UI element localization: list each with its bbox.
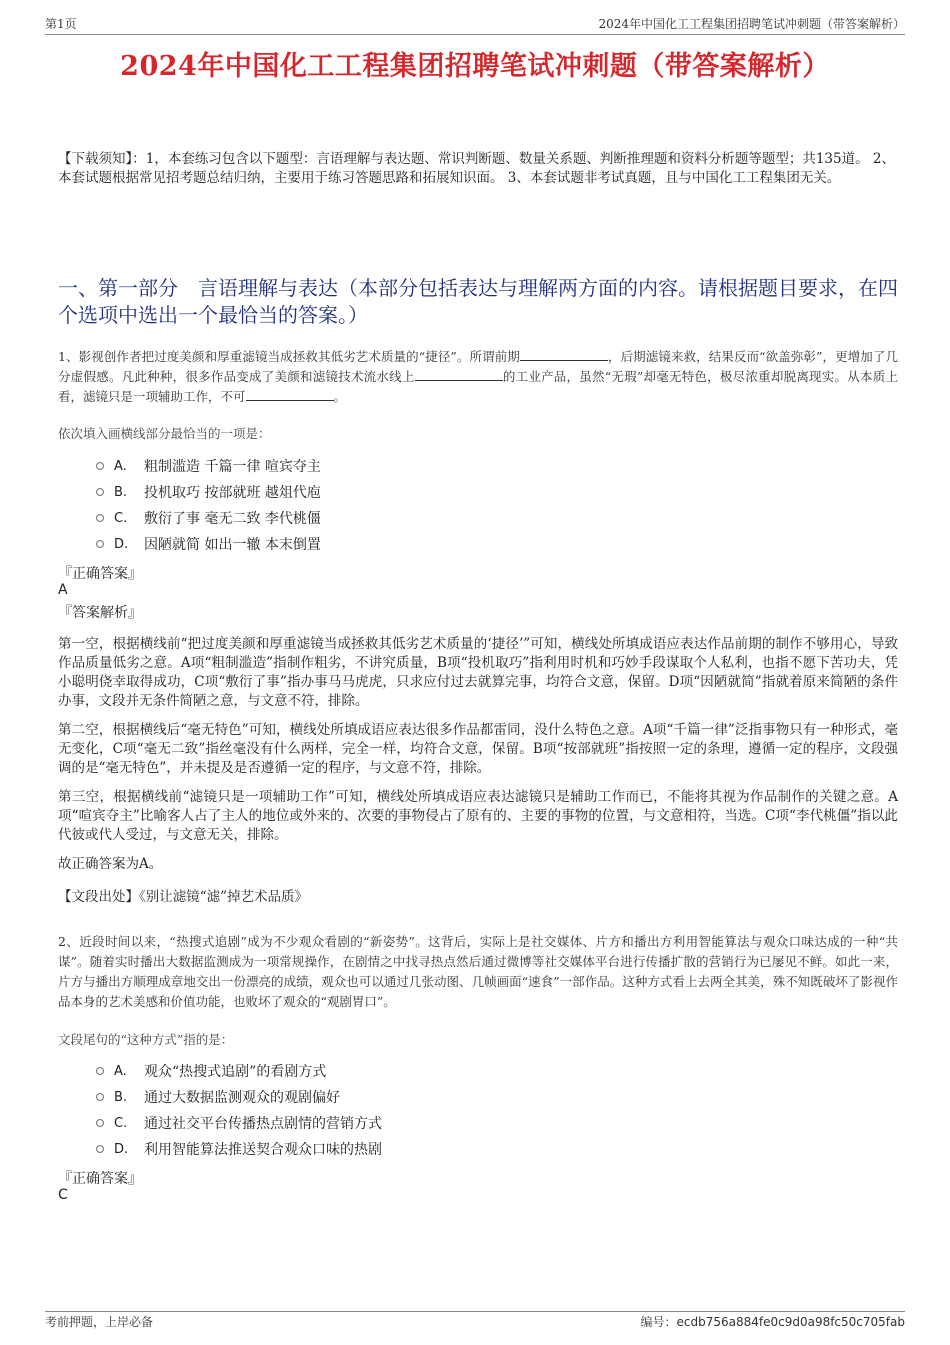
radio-icon[interactable] (96, 488, 104, 496)
q1-option-a[interactable]: A. 粗制滥造 千篇一律 喧宾夺主 (96, 453, 321, 479)
q1-text-part-c: 的工业产品，虽然“无瑕”却毫无特色，极尽浓重却脱离现实。从本质上看，滤镜只是一项辅助工作，不可 (58, 369, 898, 404)
q2-option-d[interactable]: D. 利用智能算法推送契合观众口味的热剧 (96, 1136, 382, 1162)
q1-answer: A (58, 582, 68, 598)
q1-blank-3 (246, 388, 334, 401)
analysis-paragraph: 第一空，根据横线前“把过度美颜和厚重滤镜当成拯救其低劣艺术质量的‘捷径’”可知，横线处所填成语应表达作品前期的制作不够用心，导致作品质量低劣之意。A项“粗制滥造”指制作粗劣，不讲究质量，B项“投机取巧”指利用时机和巧妙手段谋取个人私利，也指不愿下苦功夫，凭小聪明侥幸取得成功，C项“敷衍了事”指办事马马虎虎，只求应付过去就算完事，均符合文意，保留。D项“因陋就简”指就着原来简陋的条件办事，文段并无条件简陋之意，与文意不符，排除。 (58, 636, 898, 709)
q2-option-c[interactable]: C. 通过社交平台传播热点剧情的营销方式 (96, 1110, 382, 1136)
q1-text-part-b: ，后期滤镜来救，结果反而“欲盖弥彰”，更增加了几分虚假感。凡此种种，很多作品变成了美颜和滤镜技术流水线上 (58, 349, 898, 384)
footer-code: 编号：ecdb756a884fe0c9d0a98fc50c705fab (640, 1315, 905, 1329)
source-citation: 【文段出处】《别让滤镜“滤”掉艺术品质》 (58, 889, 309, 905)
q2-option-a[interactable]: A. 观众“热搜式追剧”的看剧方式 (96, 1058, 382, 1084)
q1-text-part-d: 。 (333, 389, 347, 404)
radio-icon[interactable] (96, 540, 104, 548)
q1-analysis (58, 635, 898, 917)
question-1-text (58, 347, 898, 407)
analysis-paragraph: 第三空，根据横线前“滤镜只是一项辅助工作”可知，横线处所填成语应表达滤镜只是辅助工作而已，不能将其视为作品制作的关键之意。A项“喧宾夺主”比喻客人占了主人的地位或外来的、次要的事物侵占了原有的、主要的事物的位置，与文意相符，当选。C项“李代桃僵”指以此代彼或代人受过，与文意无关，排除。 (58, 789, 898, 843)
q1-option-b[interactable]: B. 投机取巧 按部就班 越俎代庖 (96, 479, 321, 505)
q1-text-part-a: 1、影视创作者把过度美颜和厚重滤镜当成拯救其低劣艺术质量的“捷径”。所谓前期 (58, 349, 520, 364)
analysis-paragraph: 故正确答案为A。 (58, 856, 163, 872)
q1-option-d[interactable]: D. 因陋就简 如出一辙 本末倒置 (96, 531, 321, 557)
question-1-prompt: 依次填入画横线部分最恰当的一项是： (58, 426, 271, 441)
page-number: 第1页 (45, 17, 77, 31)
radio-icon[interactable] (96, 1145, 104, 1153)
question-2-options (96, 1058, 382, 1162)
q1-option-c[interactable]: C. 敷衍了事 毫无二致 李代桃僵 (96, 505, 321, 531)
q1-blank-1 (520, 348, 608, 361)
radio-icon[interactable] (96, 1093, 104, 1101)
question-2-text: 2、近段时间以来，“热搜式追剧”成为不少观众看剧的“新姿势”。这背后，实际上是社交媒体、片方和播出方利用智能算法与观众口味达成的一种“共谋”。随着实时播出大数据监测成为一项常规操作，在剧情之中找寻热点然后通过微博等社交媒体平台进行传播扩散的营销行为已屡见不鲜。如此一来，片方与播出方顺理成章地交出一份漂亮的成绩，观众也可以通过几张动图、几帧画面“速食”一部作品。这种方式看上去两全其美，殊不知既破坏了影视作品本身的艺术美感和价值功能，也败坏了观众的“观剧胃口”。 (58, 934, 898, 1009)
footer-slogan: 考前押题，上岸必备 (45, 1315, 154, 1329)
q1-analysis-label: 『答案解析』 (58, 605, 142, 621)
question-2-prompt: 文段尾句的“这种方式”指的是： (58, 1032, 234, 1047)
page-title: 2024年中国化工工程集团招聘笔试冲刺题（带答案解析） (120, 51, 830, 82)
q1-answer-label: 『正确答案』 (58, 566, 142, 582)
page-footer (45, 1311, 905, 1330)
download-notice: 【下载须知】：1，本套练习包含以下题型：言语理解与表达题、常识判断题、数量关系题、判断推理题和资料分析题等题型；共135道。 2、本套试题根据常见招考题总结归纳，主要用于练习答题思路和拓展知识面。 3、本套试题非考试真题，且与中国化工工程集团无关。 (58, 151, 895, 186)
header-doc-title: 2024年中国化工工程集团招聘笔试冲刺题（带答案解析） (598, 17, 905, 31)
analysis-paragraph: 第二空，根据横线后“毫无特色”可知，横线处所填成语应表达很多作品都雷同，没什么特色之意。A项“千篇一律”泛指事物只有一种形式，毫无变化，C项“毫无二致”指丝毫没有什么两样，完全一样，均符合文意，保留。B项“按部就班”指按照一定的条理，遵循一定的程序，文段强调的是“毫无特色”，并未提及是否遵循一定的程序，与文意不符，排除。 (58, 722, 898, 776)
question-1-options (96, 453, 321, 557)
section-title: 一、第一部分 言语理解与表达（本部分包括表达与理解两方面的内容。请根据题目要求，在四个选项中选出一个最恰当的答案。） (58, 276, 898, 327)
q2-answer-label: 『正确答案』 (58, 1171, 142, 1187)
q2-answer: C (58, 1187, 68, 1203)
radio-icon[interactable] (96, 1067, 104, 1075)
radio-icon[interactable] (96, 514, 104, 522)
page-header (45, 14, 905, 35)
radio-icon[interactable] (96, 1119, 104, 1127)
q2-option-b[interactable]: B. 通过大数据监测观众的观剧偏好 (96, 1084, 382, 1110)
radio-icon[interactable] (96, 462, 104, 470)
q1-blank-2 (415, 368, 503, 381)
